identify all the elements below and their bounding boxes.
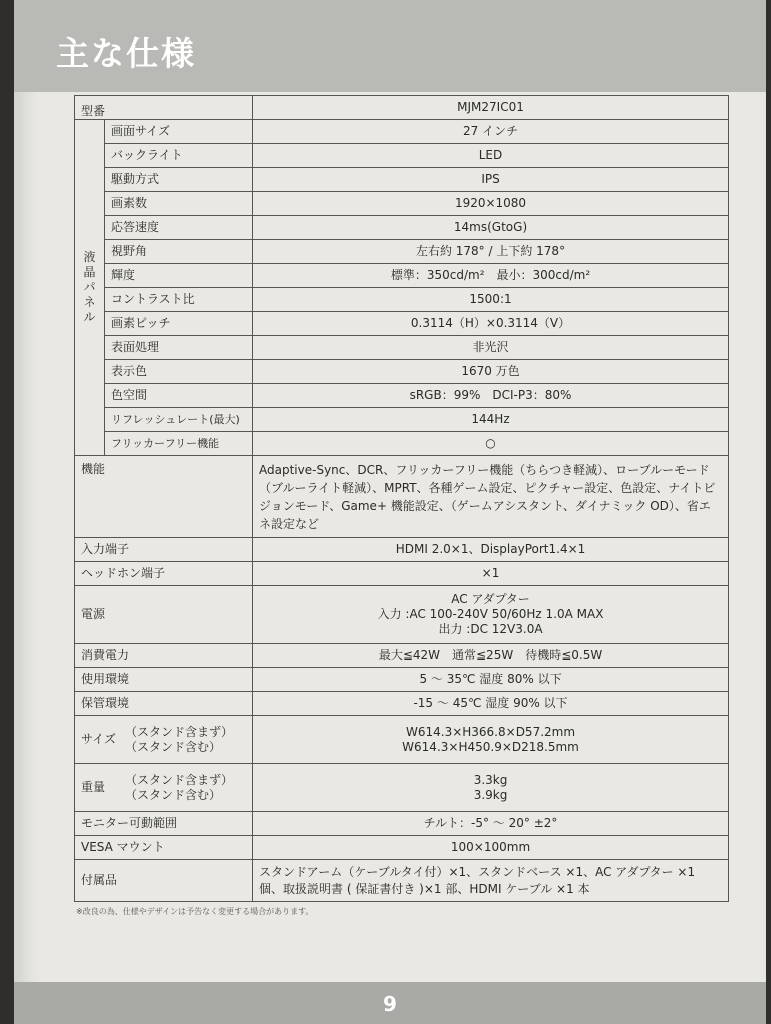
table-row [75,692,729,716]
spec-value: 144Hz [253,408,729,432]
table-row [75,216,729,240]
model-value: MJM27IC01 [253,96,729,120]
spec-label: 色空間 [105,384,253,408]
spec-label: フリッカーフリー機能 [105,432,253,456]
size-value-line: W614.3×H450.9×D218.5mm [402,739,579,754]
size-value-line: W614.3×H366.8×D57.2mm [405,724,576,739]
page-title: 主な仕様 [56,34,196,73]
page-header [14,0,766,92]
size-sub-label: （スタンド含む） [125,739,222,754]
spec-value: ○ [253,432,729,456]
size-label-cell [75,716,253,764]
tilt-value: チルト：-5° ～ 20° ±2° [253,812,729,836]
spec-label: 輝度 [105,264,253,288]
table-row [75,96,729,120]
table-row [75,240,729,264]
table-row [75,860,729,902]
table-row [75,120,729,144]
operating-label: 使用環境 [75,668,253,692]
spec-value: 0.3114（H）×0.3114（V） [253,312,729,336]
spec-value: 1670 万色 [253,360,729,384]
power-line: 出力 :DC 12V3.0A [438,622,543,636]
table-row [75,168,729,192]
spec-label: 応答速度 [105,216,253,240]
table-row [75,432,729,456]
size-sub-label: （スタンド含まず） [125,724,234,739]
footnote: ※改良の為、仕様やデザインは予告なく変更する場合があります。 [76,907,314,916]
table-row [75,144,729,168]
table-row [75,562,729,586]
spec-label: バックライト [105,144,253,168]
storage-value: -15 ～ 45℃ 湿度 90% 以下 [253,692,729,716]
size-value [253,716,729,764]
spec-label: 駆動方式 [105,168,253,192]
table-row [75,288,729,312]
spec-label: 表示色 [105,360,253,384]
spec-label: 画素数 [105,192,253,216]
power-value [253,586,729,644]
spec-label: 画素ピッチ [105,312,253,336]
tilt-label: モニター可動範囲 [75,812,253,836]
table-row [75,812,729,836]
manual-page [14,0,766,1024]
input-label: 入力端子 [75,538,253,562]
table-row [75,384,729,408]
spec-value: IPS [253,168,729,192]
vesa-label: VESA マウント [75,836,253,860]
headphone-value: ×1 [253,562,729,586]
spec-label: 表面処理 [105,336,253,360]
spec-label: 画面サイズ [105,120,253,144]
vesa-value: 100×100mm [253,836,729,860]
accessories-label: 付属品 [75,860,253,902]
features-value: Adaptive-Sync、DCR、フリッカーフリー機能（ちらつき軽減）、ローブルーモード（ブルーライト軽減）、MPRT、各種ゲーム設定、ピクチャー設定、色設定、ナイトビジョンモード、Game+ 機能設定、（ゲームアシスタント、ダイナミック OD）、省エネ設定など [253,456,729,538]
features-label: 機能 [75,456,253,538]
consumption-label: 消費電力 [75,644,253,668]
page-footer [14,982,766,1024]
weight-label-cell [75,764,253,812]
spec-value: sRGB：99% DCI-P3：80% [253,384,729,408]
spec-label: リフレッシュレート(最大) [105,408,253,432]
weight-sub-label: （スタンド含まず） [125,772,234,787]
spec-value: 非光沢 [253,336,729,360]
table-row [75,538,729,562]
spec-label: コントラスト比 [105,288,253,312]
spec-value: 左右約 178° / 上下約 178° [253,240,729,264]
table-row [75,192,729,216]
weight-label: 重量 [81,780,106,794]
table-row [75,312,729,336]
weight-value-line: 3.3kg [473,772,508,787]
table-row [75,716,729,764]
model-label: 型番 [75,96,253,120]
accessories-value: スタンドアーム（ケーブルタイ付）×1、スタンドベース ×1、AC アダプター ×1 個、取扱説明書 ( 保証書付き )×1 部、HDMI ケーブル ×1 本 [253,860,729,902]
spec-value: LED [253,144,729,168]
table-row [75,586,729,644]
spec-value: 27 インチ [253,120,729,144]
spec-label: 視野角 [105,240,253,264]
power-line: AC アダプター [451,592,530,606]
power-label: 電源 [75,586,253,644]
table-row [75,836,729,860]
power-line: 入力 :AC 100-240V 50/60Hz 1.0A MAX [377,607,604,621]
table-row [75,360,729,384]
table-row [75,408,729,432]
table-row [75,336,729,360]
spec-value: 1920×1080 [253,192,729,216]
headphone-label: ヘッドホン端子 [75,562,253,586]
panel-category: 液 晶 パ ネ ル [75,120,105,456]
table-row [75,644,729,668]
consumption-value: 最大≦42W 通常≦25W 待機時≦0.5W [253,644,729,668]
weight-value-line: 3.9kg [473,787,508,802]
table-row [75,264,729,288]
spec-value: 標準：350cd/m² 最小：300cd/m² [253,264,729,288]
table-row [75,456,729,538]
operating-value: 5 ～ 35℃ 湿度 80% 以下 [253,668,729,692]
table-row [75,668,729,692]
spec-value: 1500:1 [253,288,729,312]
input-value: HDMI 2.0×1、DisplayPort1.4×1 [253,538,729,562]
page-number: 9 [383,992,397,1016]
spec-value: 14ms(GtoG) [253,216,729,240]
weight-value [253,764,729,812]
size-label: サイズ [81,732,117,746]
storage-label: 保管環境 [75,692,253,716]
spec-table [74,95,729,902]
table-row [75,764,729,812]
weight-sub-label: （スタンド含む） [125,787,222,802]
